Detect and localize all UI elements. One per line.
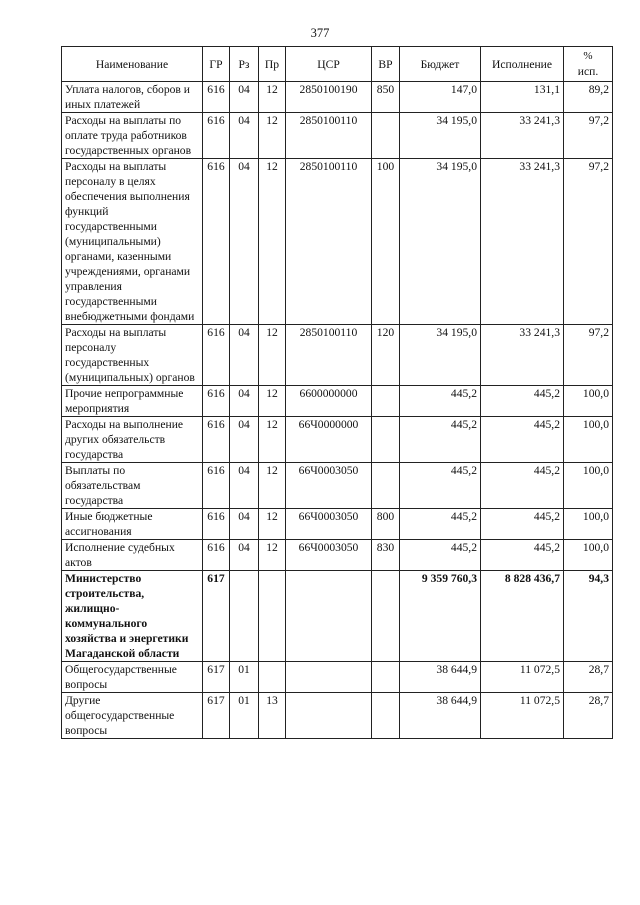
header-percent-label: исп. <box>577 65 599 78</box>
cell-gr: 616 <box>203 463 230 509</box>
cell-vr <box>372 113 400 159</box>
cell-budget: 34 195,0 <box>400 325 481 386</box>
cell-rz: 01 <box>230 662 259 693</box>
table-row <box>62 82 613 113</box>
header-csr: ЦСР <box>286 47 372 82</box>
header-name: Наименование <box>62 47 203 82</box>
cell-csr: 2850100110 <box>286 113 372 159</box>
cell-rz: 04 <box>230 540 259 571</box>
cell-budget: 445,2 <box>400 386 481 417</box>
header-budget: Бюджет <box>400 47 481 82</box>
cell-csr: 66Ч0003050 <box>286 540 372 571</box>
cell-vr <box>372 417 400 463</box>
cell-pct: 100,0 <box>564 509 613 540</box>
header-percent-symbol: % <box>583 50 593 62</box>
cell-gr: 616 <box>203 325 230 386</box>
cell-rz: 04 <box>230 113 259 159</box>
cell-gr: 616 <box>203 509 230 540</box>
cell-csr: 66Ч0003050 <box>286 509 372 540</box>
header-rz: Рз <box>230 47 259 82</box>
cell-pct: 89,2 <box>564 82 613 113</box>
cell-budget: 38 644,9 <box>400 693 481 739</box>
cell-execution: 445,2 <box>481 540 564 571</box>
cell-gr: 616 <box>203 82 230 113</box>
cell-pct: 97,2 <box>564 325 613 386</box>
cell-budget: 34 195,0 <box>400 159 481 325</box>
cell-rz: 04 <box>230 509 259 540</box>
table-row <box>62 113 613 159</box>
cell-csr: 66Ч0000000 <box>286 417 372 463</box>
cell-pr: 12 <box>259 463 286 509</box>
table-row <box>62 509 613 540</box>
cell-rz: 04 <box>230 386 259 417</box>
cell-pct: 100,0 <box>564 417 613 463</box>
cell-name: Министерство строительства, жилищно-коммунального хозяйства и энергетики Магаданской области <box>62 571 203 662</box>
cell-csr: 66Ч0003050 <box>286 463 372 509</box>
cell-execution: 33 241,3 <box>481 159 564 325</box>
cell-gr: 616 <box>203 386 230 417</box>
cell-budget: 445,2 <box>400 463 481 509</box>
cell-vr <box>372 571 400 662</box>
table-row <box>62 325 613 386</box>
cell-pct: 100,0 <box>564 386 613 417</box>
table-header-row <box>62 47 613 82</box>
cell-execution: 131,1 <box>481 82 564 113</box>
cell-name: Расходы на выполнение других обязательств государства <box>62 417 203 463</box>
cell-execution: 445,2 <box>481 417 564 463</box>
table-row <box>62 540 613 571</box>
cell-execution: 33 241,3 <box>481 113 564 159</box>
cell-execution: 445,2 <box>481 509 564 540</box>
cell-pct: 97,2 <box>564 113 613 159</box>
cell-name: Другие общегосударственные вопросы <box>62 693 203 739</box>
cell-pr: 12 <box>259 159 286 325</box>
cell-execution: 11 072,5 <box>481 693 564 739</box>
cell-rz: 04 <box>230 82 259 113</box>
cell-vr <box>372 386 400 417</box>
cell-execution: 445,2 <box>481 463 564 509</box>
cell-vr: 850 <box>372 82 400 113</box>
table-row <box>62 662 613 693</box>
cell-pr: 12 <box>259 325 286 386</box>
cell-gr: 616 <box>203 417 230 463</box>
cell-vr <box>372 463 400 509</box>
cell-rz: 04 <box>230 325 259 386</box>
cell-name: Расходы на выплаты персоналу в целях обеспечения выполнения функций государственными (муниципальными) органами, казенными учреждениями, органами управления государственными внебюджетными фондами <box>62 159 203 325</box>
cell-csr: 2850100110 <box>286 159 372 325</box>
cell-name: Прочие непрограммные мероприятия <box>62 386 203 417</box>
cell-name: Расходы на выплаты персоналу государственных (муниципальных) органов <box>62 325 203 386</box>
cell-pr: 12 <box>259 417 286 463</box>
cell-rz: 04 <box>230 159 259 325</box>
table-row <box>62 693 613 739</box>
cell-vr: 120 <box>372 325 400 386</box>
cell-execution: 33 241,3 <box>481 325 564 386</box>
cell-name: Исполнение судебных актов <box>62 540 203 571</box>
cell-pr: 12 <box>259 386 286 417</box>
cell-csr: 2850100110 <box>286 325 372 386</box>
cell-name: Выплаты по обязательствам государства <box>62 463 203 509</box>
cell-rz: 04 <box>230 463 259 509</box>
table-body <box>62 82 613 739</box>
header-vr: ВР <box>372 47 400 82</box>
cell-budget: 445,2 <box>400 509 481 540</box>
cell-budget: 34 195,0 <box>400 113 481 159</box>
cell-budget: 445,2 <box>400 540 481 571</box>
cell-gr: 616 <box>203 113 230 159</box>
cell-vr <box>372 662 400 693</box>
cell-pr: 12 <box>259 509 286 540</box>
table-row <box>62 417 613 463</box>
cell-csr <box>286 693 372 739</box>
budget-execution-table <box>61 46 613 739</box>
cell-gr: 616 <box>203 540 230 571</box>
cell-rz: 01 <box>230 693 259 739</box>
table-row <box>62 571 613 662</box>
header-pr: Пр <box>259 47 286 82</box>
cell-pct: 28,7 <box>564 662 613 693</box>
cell-execution: 445,2 <box>481 386 564 417</box>
cell-csr: 2850100190 <box>286 82 372 113</box>
cell-vr <box>372 693 400 739</box>
cell-rz <box>230 571 259 662</box>
cell-name: Иные бюджетные ассигнования <box>62 509 203 540</box>
cell-csr <box>286 571 372 662</box>
cell-pct: 100,0 <box>564 463 613 509</box>
header-percent <box>564 47 613 82</box>
cell-rz: 04 <box>230 417 259 463</box>
cell-name: Уплата налогов, сборов и иных платежей <box>62 82 203 113</box>
cell-budget: 38 644,9 <box>400 662 481 693</box>
cell-gr: 617 <box>203 571 230 662</box>
cell-pct: 97,2 <box>564 159 613 325</box>
cell-csr <box>286 662 372 693</box>
cell-execution: 8 828 436,7 <box>481 571 564 662</box>
header-gr: ГР <box>203 47 230 82</box>
header-execution: Исполнение <box>481 47 564 82</box>
cell-pr: 12 <box>259 540 286 571</box>
cell-vr: 100 <box>372 159 400 325</box>
cell-execution: 11 072,5 <box>481 662 564 693</box>
cell-vr: 800 <box>372 509 400 540</box>
cell-csr: 6600000000 <box>286 386 372 417</box>
cell-gr: 617 <box>203 693 230 739</box>
cell-budget: 9 359 760,3 <box>400 571 481 662</box>
cell-pr: 12 <box>259 82 286 113</box>
cell-budget: 445,2 <box>400 417 481 463</box>
cell-pr <box>259 571 286 662</box>
table-row <box>62 386 613 417</box>
cell-pr <box>259 662 286 693</box>
cell-pr: 13 <box>259 693 286 739</box>
cell-pct: 94,3 <box>564 571 613 662</box>
cell-pr: 12 <box>259 113 286 159</box>
cell-name: Расходы на выплаты по оплате труда работников государственных органов <box>62 113 203 159</box>
table-row <box>62 159 613 325</box>
cell-gr: 616 <box>203 159 230 325</box>
cell-pct: 28,7 <box>564 693 613 739</box>
table-row <box>62 463 613 509</box>
cell-budget: 147,0 <box>400 82 481 113</box>
cell-vr: 830 <box>372 540 400 571</box>
cell-gr: 617 <box>203 662 230 693</box>
page-number: 377 <box>310 26 330 40</box>
cell-pct: 100,0 <box>564 540 613 571</box>
cell-name: Общегосударственные вопросы <box>62 662 203 693</box>
